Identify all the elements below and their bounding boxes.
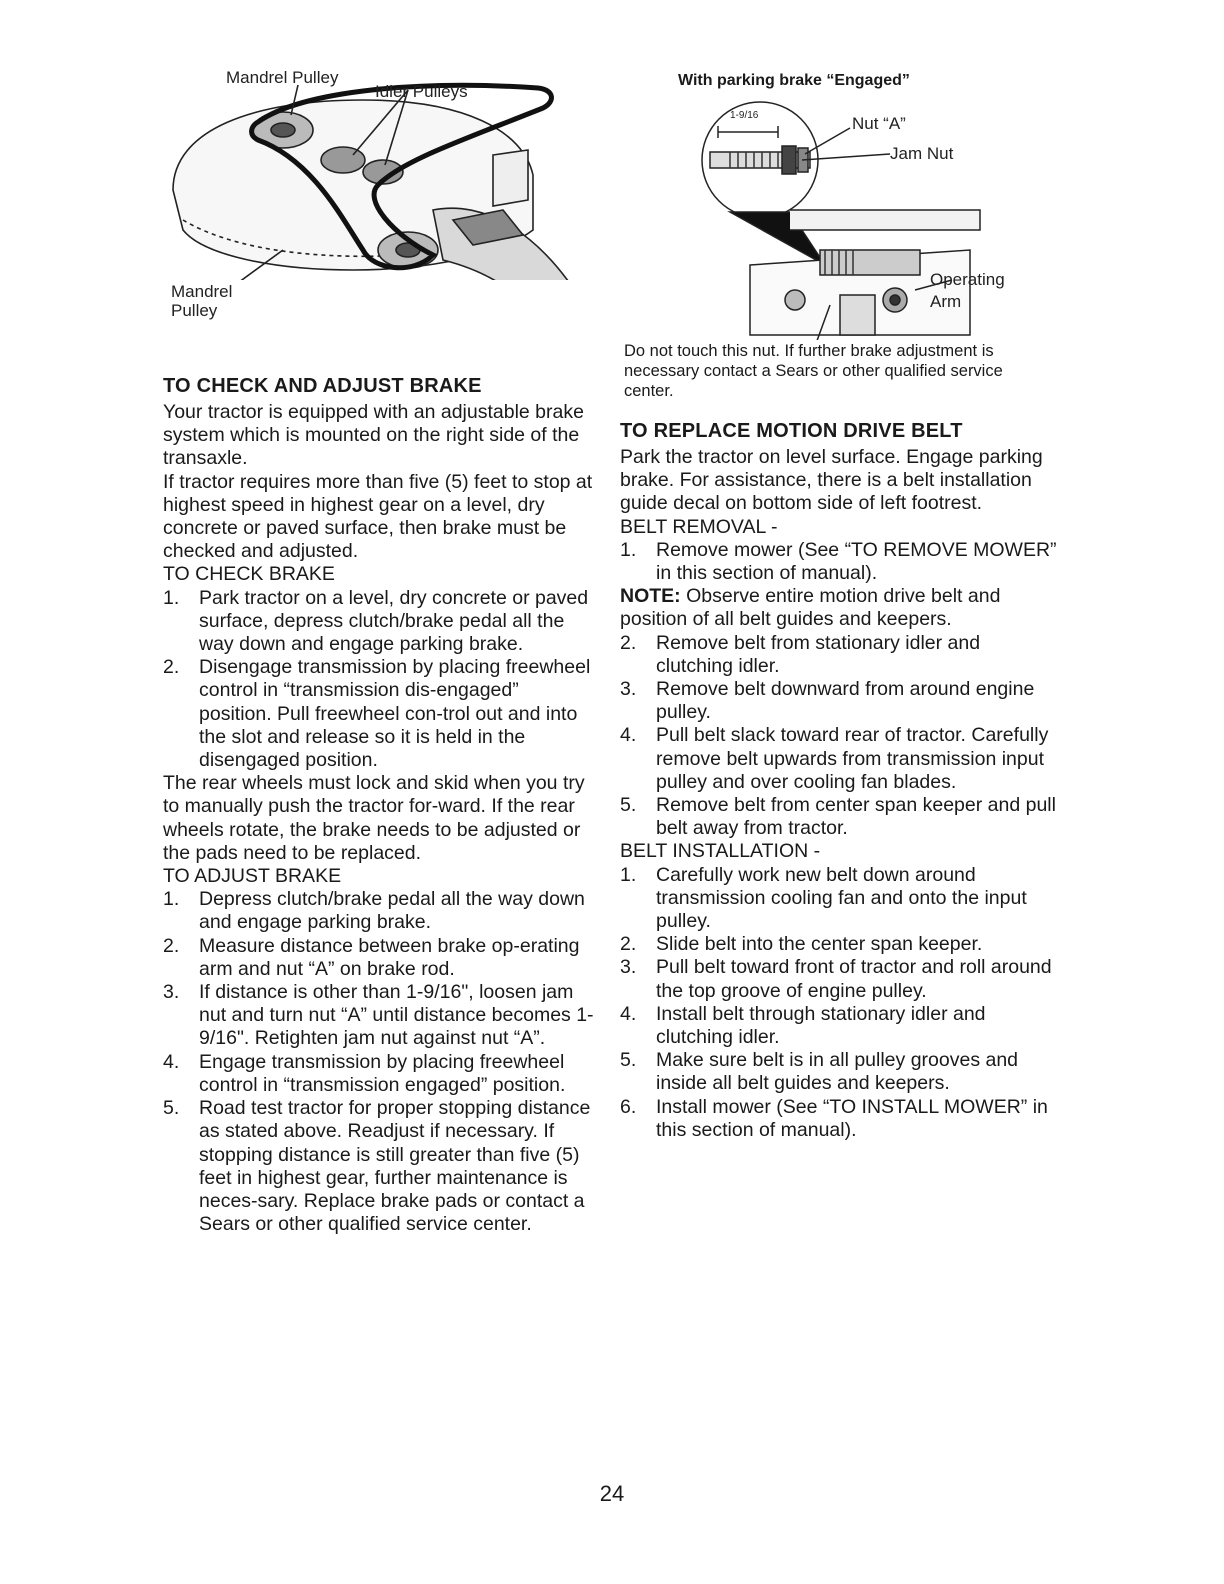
belt-removal-steps-a <box>620 539 1060 585</box>
label-jam-nut: Jam Nut <box>890 144 954 163</box>
step-number: 3. <box>620 956 637 979</box>
step-text: Make sure belt is in all pulley grooves and inside all belt guides and keepers. <box>656 1049 1019 1095</box>
step-text: Pull belt toward front of tractor and roll around the top groove of engine pulley. <box>656 956 1052 1002</box>
step-text: Disengage transmission by placing freewheel control in “transmission dis-engaged” position. Pull freewheel con-trol out and into the slot and release so it is held in the disengaged position. <box>199 656 591 772</box>
step-number: 1. <box>163 888 180 911</box>
page-number: 24 <box>599 1481 625 1506</box>
subheading-belt-removal: BELT REMOVAL - <box>620 515 778 538</box>
brake-condition: If tractor requires more than five (5) feet to stop at highest speed in highest gear on a level, dry concrete or paved surface, then brake must be checked and adjusted. <box>163 470 593 563</box>
list-item <box>620 1096 1060 1142</box>
step-text: Install mower (See “TO INSTALL MOWER” in this section of manual). <box>656 1095 1048 1141</box>
step-number: 4. <box>620 724 637 747</box>
list-item <box>620 724 1060 794</box>
step-text: Pull belt slack toward rear of tractor. Carefully remove belt upwards from transmission input pulley and over cooling fan blades. <box>656 724 1049 793</box>
note-text: Observe entire motion drive belt and position of all belt guides and keepers. <box>620 585 1001 631</box>
list-item <box>620 864 1060 934</box>
step-number: 1. <box>163 586 180 609</box>
step-number: 1. <box>620 863 637 886</box>
subheading-check-brake: TO CHECK BRAKE <box>163 563 335 586</box>
step-number: 6. <box>620 1095 637 1118</box>
belt-removal-steps-b <box>620 632 1060 841</box>
step-number: 2. <box>620 631 637 654</box>
list-item <box>163 981 595 1051</box>
label-idler-pulleys: Idler Pulleys <box>375 82 468 101</box>
step-text: Engage transmission by placing freewheel control in “transmission engaged” position. <box>199 1050 566 1096</box>
subheading-belt-installation: BELT INSTALLATION - <box>620 840 821 863</box>
step-number: 5. <box>620 794 637 817</box>
list-item <box>163 1097 595 1236</box>
list-item <box>163 656 595 772</box>
step-number: 2. <box>163 656 180 679</box>
step-number: 3. <box>620 678 637 701</box>
check-brake-followup: The rear wheels must lock and skid when you try to manually push the tractor for-ward. If the rear wheels rotate, the brake needs to be adjusted or the pads need to be replaced. <box>163 772 585 864</box>
label-mandrel-pulley-top: Mandrel Pulley <box>226 68 339 87</box>
step-number: 4. <box>163 1050 180 1073</box>
step-text: Remove belt from center span keeper and pull belt away from tractor. <box>656 794 1056 840</box>
step-number: 2. <box>163 934 180 957</box>
step-text: Remove mower (See “TO REMOVE MOWER” in this section of manual). <box>656 538 1057 585</box>
list-item <box>620 678 1060 724</box>
list-item <box>620 1003 1060 1049</box>
label-dimension: 1-9/16 <box>730 110 759 121</box>
list-item <box>620 539 1060 585</box>
note-label: NOTE: <box>620 585 681 608</box>
step-text: Remove belt downward from around engine pulley. <box>656 678 1035 724</box>
heading-replace-drive-belt: TO REPLACE MOTION DRIVE BELT <box>620 420 963 442</box>
belt-removal-note <box>620 585 1060 631</box>
step-text: Park tractor on a level, dry concrete or paved surface, depress clutch/brake pedal all the way down and engage parking brake. <box>199 586 589 656</box>
step-number: 5. <box>620 1049 637 1072</box>
subheading-adjust-brake: TO ADJUST BRAKE <box>163 865 342 888</box>
step-text: Measure distance between brake op-erating arm and nut “A” on brake rod. <box>199 934 580 980</box>
step-number: 3. <box>163 981 180 1004</box>
list-item <box>620 632 1060 678</box>
step-text: Carefully work new belt down around transmission cooling fan and onto the input pulley. <box>656 863 1027 933</box>
label-mandrel-pulley-bottom-1: Mandrel <box>171 282 233 301</box>
list-item <box>163 888 595 934</box>
check-brake-steps <box>163 587 595 773</box>
brake-figure-title: With parking brake “Engaged” <box>678 72 910 89</box>
brake-section <box>163 374 595 1236</box>
step-text: Install belt through stationary idler and clutching idler. <box>656 1002 986 1049</box>
drive-belt-intro: Park the tractor on level surface. Engage parking brake. For assistance, there is a belt installation guide decal on bottom side of left footrest. <box>620 446 1043 515</box>
step-number: 4. <box>620 1002 637 1025</box>
label-arm: Arm <box>930 292 962 311</box>
adjust-brake-steps <box>163 888 595 1236</box>
step-text: Road test tractor for proper stopping distance as stated above. Readjust if necessary. If stopping distance is still greater than five (5) feet in highest gear, further maintenance is neces-sary. Replace brake pads or contact a Sears or other qualified service center. <box>199 1097 591 1236</box>
step-text: Remove belt from stationary idler and clutching idler. <box>656 631 981 677</box>
drive-belt-section <box>620 419 1060 1142</box>
label-nut-a: Nut “A” <box>852 114 906 133</box>
list-item <box>163 587 595 657</box>
label-operating: Operating <box>930 270 1005 289</box>
brake-figure-caption: Do not touch this nut. If further brake adjustment is necessary contact a Sears or other qualified service center. <box>624 342 1003 400</box>
brake-intro: Your tractor is equipped with an adjustable brake system which is mounted on the right side of the transaxle. <box>163 401 584 470</box>
step-text: If distance is other than 1-9/16", loosen jam nut and turn nut “A” until distance becomes 1-9/16". Retighten jam nut against nut “A”. <box>199 981 594 1050</box>
list-item <box>163 935 595 981</box>
list-item <box>163 1051 595 1097</box>
label-mandrel-pulley-bottom-2: Pulley <box>171 301 218 320</box>
step-number: 5. <box>163 1097 180 1120</box>
step-text: Depress clutch/brake pedal all the way down and engage parking brake. <box>199 888 585 934</box>
list-item <box>620 794 1060 840</box>
step-number: 2. <box>620 933 637 956</box>
list-item <box>620 933 1060 956</box>
mower-deck-figure <box>163 60 595 320</box>
list-item <box>620 1049 1060 1095</box>
step-text: Slide belt into the center span keeper. <box>656 933 983 956</box>
list-item <box>620 956 1060 1002</box>
heading-check-adjust-brake: TO CHECK AND ADJUST BRAKE <box>163 375 482 397</box>
brake-figure <box>690 100 1005 340</box>
belt-installation-steps <box>620 864 1060 1142</box>
step-number: 1. <box>620 538 637 561</box>
